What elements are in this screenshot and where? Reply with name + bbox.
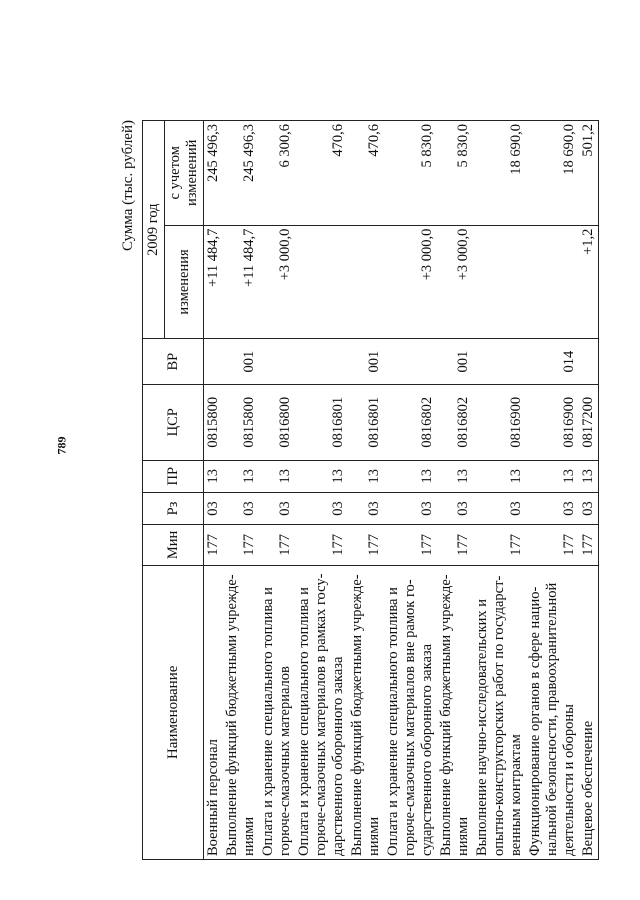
cell-changes: +3 000,0 [384,225,437,339]
cell-csr: 0816900 [526,384,579,460]
table-row [348,121,384,860]
cell-name: Выполнение научно-исследовательских и опытно-конструкторских работ по государст-венным контрактам [473,565,526,859]
cell-changes: +11 484,7 [223,225,259,339]
cell-changes [526,225,579,339]
cell-pr: 13 [348,460,384,492]
header-min: Мин [143,525,204,566]
cell-pr: 13 [473,460,526,492]
cell-vr [259,339,295,385]
cell-vr [473,339,526,385]
cell-csr: 0816802 [437,384,473,460]
table-row [579,121,599,860]
cell-with-changes: 470,6 [295,121,348,226]
header-with-changes: с учетом изменений [165,121,204,226]
cell-pr: 13 [204,460,224,492]
cell-name: Оплата и хранение специального топлива и горюче-смазочных материалов в рамках госу-дарственного оборонного заказа [295,565,348,859]
cell-with-changes: 470,6 [348,121,384,226]
cell-pr: 13 [295,460,348,492]
cell-min: 177 [223,525,259,566]
cell-vr: 001 [437,339,473,385]
cell-rz: 03 [204,492,224,524]
cell-min: 177 [526,525,579,566]
cell-changes: +11 484,7 [204,225,224,339]
cell-min: 177 [437,525,473,566]
cell-name: Военный персонал [204,565,224,859]
cell-with-changes: 5 830,0 [384,121,437,226]
cell-vr: 014 [526,339,579,385]
cell-name: Выполнение функций бюджетными учрежде-ниями [437,565,473,859]
header-vr: ВР [143,339,204,385]
cell-rz: 03 [526,492,579,524]
table-row [526,121,579,860]
cell-vr [295,339,348,385]
cell-pr: 13 [579,460,599,492]
page-number: 789 [54,436,69,455]
header-pr: ПР [143,460,204,492]
header-changes: изменения [165,225,204,339]
cell-changes [473,225,526,339]
table-row [223,121,259,860]
header-rz: Рз [143,492,204,524]
sum-caption: Сумма (тыс. рублей) [120,120,136,252]
cell-vr: 001 [348,339,384,385]
header-csr: ЦСР [143,384,204,460]
cell-name: Функционирование органов в сфере нацио-нальной безопасности, правоохранительной деятельности и обороны [526,565,579,859]
cell-changes: +1,2 [579,225,599,339]
table-row [259,121,295,860]
cell-min: 177 [473,525,526,566]
cell-name: Вещевое обеспечение [579,565,599,859]
cell-rz: 03 [473,492,526,524]
cell-vr [384,339,437,385]
cell-rz: 03 [223,492,259,524]
cell-with-changes: 245 496,3 [223,121,259,226]
cell-name: Выполнение функций бюджетными учрежде-ниями [223,565,259,859]
cell-min: 177 [295,525,348,566]
cell-csr: 0816801 [295,384,348,460]
cell-with-changes: 5 830,0 [437,121,473,226]
cell-min: 177 [259,525,295,566]
cell-min: 177 [579,525,599,566]
cell-pr: 13 [384,460,437,492]
cell-changes [295,225,348,339]
cell-csr: 0815800 [223,384,259,460]
cell-pr: 13 [223,460,259,492]
cell-vr [204,339,224,385]
cell-vr [579,339,599,385]
cell-csr: 0816802 [384,384,437,460]
cell-changes: +3 000,0 [437,225,473,339]
cell-min: 177 [348,525,384,566]
budget-table [142,120,599,860]
cell-rz: 03 [348,492,384,524]
cell-rz: 03 [295,492,348,524]
cell-rz: 03 [384,492,437,524]
cell-pr: 13 [437,460,473,492]
table-row [295,121,348,860]
cell-with-changes: 18 690,0 [473,121,526,226]
table-row [384,121,437,860]
cell-changes: +3 000,0 [259,225,295,339]
cell-with-changes: 245 496,3 [204,121,224,226]
cell-csr: 0816801 [348,384,384,460]
cell-with-changes: 18 690,0 [526,121,579,226]
table-body [204,121,599,860]
cell-csr: 0817200 [579,384,599,460]
cell-with-changes: 501,2 [579,121,599,226]
cell-vr: 001 [223,339,259,385]
cell-csr: 0816800 [259,384,295,460]
table-row [437,121,473,860]
table-row [473,121,526,860]
cell-name: Выполнение функций бюджетными учрежде-ниями [348,565,384,859]
cell-pr: 13 [259,460,295,492]
cell-pr: 13 [526,460,579,492]
header-year: 2009 год [143,121,165,339]
cell-csr: 0816900 [473,384,526,460]
cell-rz: 03 [259,492,295,524]
rotated-sheet [120,110,610,860]
cell-csr: 0815800 [204,384,224,460]
cell-rz: 03 [579,492,599,524]
cell-min: 177 [204,525,224,566]
cell-min: 177 [384,525,437,566]
cell-name: Оплата и хранение специального топлива и горюче-смазочных материалов вне рамок го-сударственного оборонного заказа [384,565,437,859]
table-row [204,121,224,860]
cell-rz: 03 [437,492,473,524]
cell-name: Оплата и хранение специального топлива и горюче-смазочных материалов [259,565,295,859]
cell-changes [348,225,384,339]
header-name: Наименование [143,565,204,859]
cell-with-changes: 6 300,6 [259,121,295,226]
